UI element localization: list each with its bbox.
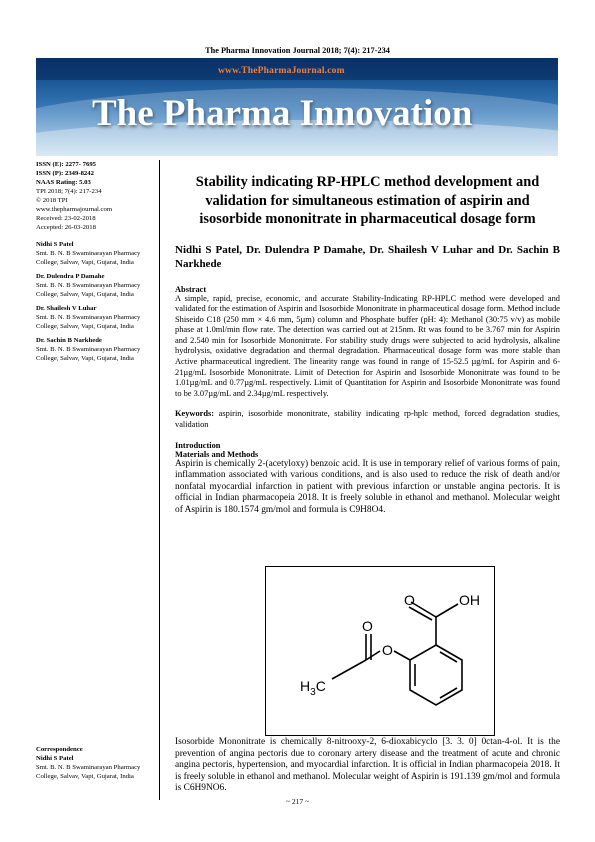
journal-url-link[interactable]: www.ThePharmaJournal.com [218, 66, 345, 76]
article-meta [36, 160, 159, 232]
sidebar-author-affiliation: Smt. B. N. B Swaminarayan Pharmacy College, Salvav, Vapi, Gujarat, India [36, 314, 141, 330]
acetyl-oxygen-label: O [362, 618, 373, 634]
website-link[interactable]: www.thepharmajournal.com [36, 206, 113, 213]
ester-oxygen-label: O [382, 642, 393, 658]
sidebar-author-affiliation: Smt. B. N. B Swaminarayan Pharmacy College, Salvav, Vapi, Gujarat, India [36, 250, 141, 266]
methyl-c-label: C [315, 678, 326, 694]
issn-p: ISSN (P): 2349-8242 [36, 170, 94, 177]
article-body [175, 173, 560, 517]
sidebar-author [36, 336, 159, 363]
correspondence-affiliation: Smt. B. N. B Swaminarayan Pharmacy College, Salvav, Vapi, Gujarat, India [36, 764, 141, 780]
received-date: Received: 23-02-2018 [36, 215, 96, 222]
tpi-citation: TPI 2018; 7(4): 217-234 [36, 188, 102, 195]
page-number: ~ 217 ~ [285, 797, 310, 806]
paper-authors: Nidhi S Patel, Dr. Dulendra P Damahe, Dr. Shailesh V Luhar and Dr. Sachin B Narkhede [175, 243, 560, 270]
correspondence-heading: Correspondence [36, 746, 83, 753]
materials-methods-heading: Materials and Methods [175, 449, 259, 459]
aspirin-structure-figure [265, 566, 495, 736]
abstract-text: A simple, rapid, precise, economic, and accurate Stability-Indicating RP-HPLC method were developed and validated for the estimation of Aspirin and Isosorbide Mononitrate in pharmaceutical dosage form. Method include Shiseido C18 (250 mm × 4.6 mm, 5µm) column and Phosphate buffer (pH: 4): Methanol (30:75 v/v) as mobile phase at 1.0ml/min flow rate. The detection was carried out at 215nm. Rt was found to be 3.767 min for Aspirin and 2.540 min for Isosorbide Mononitrate. For stability study drugs were subjected to acid hydrolysis, alkaline hydrolysis, oxidative degradation and thermal degradation. Pharmaceutical dosage form was more stable than Active pharmaceutical ingredient. The linearity range was found in range of 15-52.5 µg/mL for Aspirin and 6-21µg/mL Isosorbide Mononitrate. Limit of Detection for Aspirin and Isosorbide Mononitrate was found to be 1.01µg/mL and 0.77µg/mL respectively. Limit of Quantitation for Aspirin and Isosorbide Mononitrate was found to be 3.07µg/mL and 2.34µg/mL respectively. [175, 293, 560, 398]
correspondence-name: Nidhi S Patel [36, 755, 74, 762]
journal-citation-header: The Pharma Innovation Journal 2018; 7(4): 217-234 [205, 46, 390, 55]
sidebar-author-name: Nidhi S Patel [36, 241, 74, 248]
introduction-heading: Introduction [175, 440, 221, 450]
methyl-h-label: H [300, 678, 311, 694]
issn-e: ISSN (E): 2277- 7695 [36, 161, 97, 168]
hydroxyl-label: OH [459, 592, 480, 608]
aspirin-paragraph [175, 459, 560, 517]
keywords [175, 409, 560, 430]
sidebar-author-name: Dr. Shailesh V Luhar [36, 305, 97, 312]
sidebar-author [36, 272, 159, 299]
sidebar-author-affiliation: Smt. B. N. B Swaminarayan Pharmacy College, Salvav, Vapi, Gujarat, India [36, 282, 141, 298]
keywords-label: Keywords: [175, 409, 215, 419]
keywords-text: aspirin, isosorbide mononitrate, stability indicating rp-hplc method, forced degradation studies, validation [175, 409, 560, 430]
journal-logo-title: The Pharma Innovation [92, 93, 473, 134]
methyl-subscript-label: 3 [310, 687, 316, 698]
naas-rating: NAAS Rating: 5.03 [36, 179, 91, 186]
abstract-heading: Abstract [175, 284, 207, 294]
aspirin-structure-svg [266, 567, 496, 737]
sidebar-author-name: Dr. Sachin B Narkhede [36, 337, 102, 344]
sidebar-author [36, 304, 159, 331]
carbonyl-oxygen-label: O [404, 592, 415, 608]
structure-bonds [332, 602, 462, 705]
aspirin-paragraph-text: Aspirin is chemically 2-(acetyloxy) benzoic acid. It is use in temporary relief of various forms of pain, inflammation associated with various conditions, and is also used to reduce the risk of death and/or nonfatal myocardial infarction in patient with previous infarction or unstable angina pectoris. It is official in Indian pharmacopeia 2018. It is freely soluble in ethanol and methanol. Molecular weight of Aspirin is 180.1574 gm/mol and formula is C9H8O4. [175, 458, 560, 515]
paper-title: Stability indicating RP-HPLC method development and validation for simultaneous estimation of aspirin and isosorbide mononitrate in pharmaceutical dosage form [195, 174, 540, 227]
sidebar-author-affiliation: Smt. B. N. B Swaminarayan Pharmacy College, Salvav, Vapi, Gujarat, India [36, 346, 141, 362]
article-info-sidebar [36, 160, 160, 800]
copyright: © 2018 TPI [36, 197, 68, 204]
journal-banner [36, 58, 558, 156]
accepted-date: Accepted: 26-03-2018 [36, 224, 96, 231]
methyl-group-label [300, 678, 326, 698]
isosorbide-paragraph: Isosorbide Mononitrate is chemically 8-nitrooxy-2, 6-dioxabicyclo [3. 3. 0] 0ctan-4-ol. It is the prevention of angina pectoris due to coronary artery disease and the treatment of acute and chronic angina pectoris, hypertension, and myocardial infarction. It is official in Indian pharmacopeia 2018. It is freely soluble in ethanol and methanol. Molecular weight of Aspirin is 191.139 gm/mol and formula is C6H9NO6. [175, 737, 560, 794]
sidebar-author [36, 240, 159, 267]
correspondence-block [36, 745, 160, 781]
sidebar-author-name: Dr. Dulendra P Damahe [36, 273, 105, 280]
